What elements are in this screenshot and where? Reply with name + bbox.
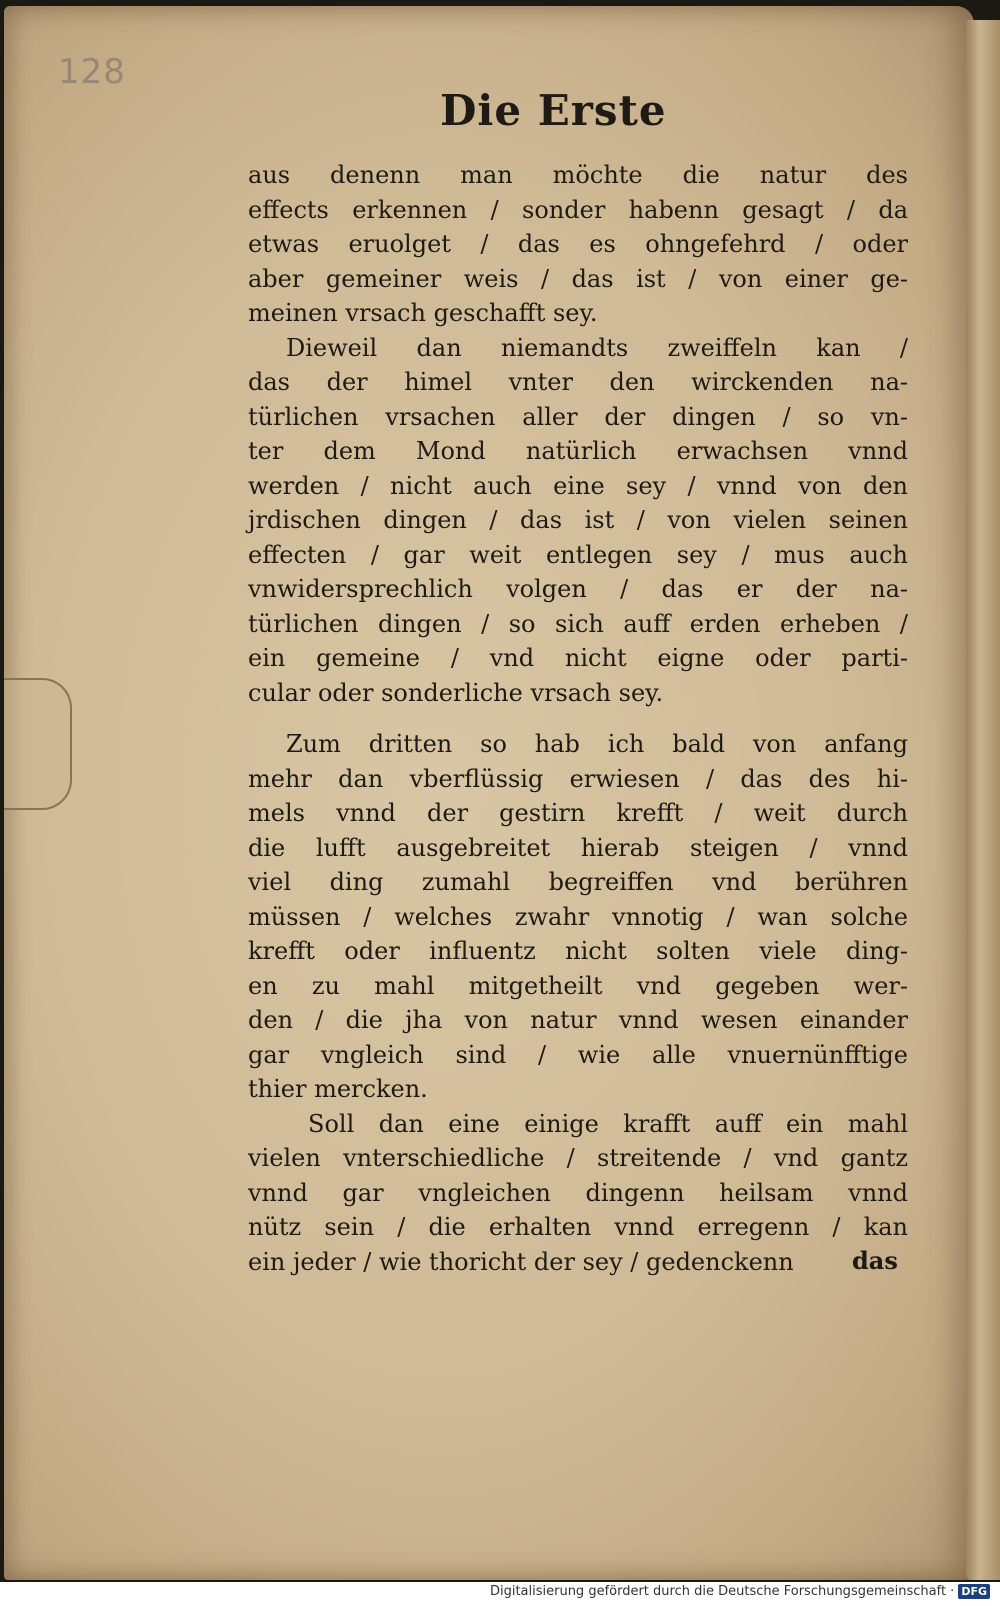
text-line: mels vnnd der gestirn krefft / weit durch bbox=[248, 799, 908, 827]
text-line: cular oder sonderliche vrsach sey. bbox=[248, 678, 664, 707]
text-line: ein jeder / wie thoricht der sey / gedenckenn bbox=[248, 1247, 794, 1276]
text-line: vnwidersprechlich volgen / das er der na- bbox=[248, 575, 908, 603]
text-line: aus denenn man möchte die natur des bbox=[248, 161, 908, 189]
credit-text: Digitalisierung gefördert durch die Deutsche Forschungsgemeinschaft · bbox=[489, 1584, 955, 1599]
page-heading: Die Erste bbox=[440, 86, 667, 135]
dfg-logo: DFG bbox=[958, 1584, 990, 1599]
text-line: viel ding zumahl begreiffen vnd berühren bbox=[248, 868, 908, 896]
text-line: ein gemeine / vnd nicht eigne oder parti- bbox=[248, 644, 908, 672]
text-line: ter dem Mond natürlich erwachsen vnnd bbox=[248, 437, 908, 465]
text-line: Zum dritten so hab ich bald von anfang bbox=[286, 730, 908, 758]
text-line: nütz sein / die erhalten vnnd erregenn / kan bbox=[248, 1213, 908, 1241]
text-line: Soll dan eine einige krafft auff ein mahl bbox=[308, 1109, 908, 1138]
text-line: türlichen dingen / so sich auff erden erheben / bbox=[248, 609, 908, 638]
text-line: jrdischen dingen / das ist / von vielen seinen bbox=[248, 506, 908, 534]
text-block-1 bbox=[248, 158, 908, 710]
text-line: türlichen vrsachen aller der dingen / so vn- bbox=[248, 402, 908, 431]
pencil-page-number: 128 bbox=[58, 52, 126, 92]
text-line: mehr dan vberflüssig erwiesen / das des hi- bbox=[248, 764, 908, 793]
page-tab-outline bbox=[4, 678, 72, 810]
text-line: die lufft ausgebreitet hierab steigen / vnnd bbox=[248, 833, 908, 862]
text-line: thier mercken. bbox=[248, 1075, 428, 1103]
text-line: krefft oder influentz nicht solten viele ding- bbox=[248, 937, 908, 965]
text-line: werden / nicht auch eine sey / vnnd von den bbox=[248, 471, 908, 500]
page-fold-edge bbox=[966, 20, 1000, 1580]
text-line: vnnd gar vngleichen dingenn heilsam vnnd bbox=[248, 1178, 908, 1207]
text-line: den / die jha von natur vnnd wesen einander bbox=[248, 1006, 908, 1034]
text-line: vielen vnterschiedliche / streitende / vnd gantz bbox=[248, 1144, 908, 1172]
text-line: effects erkennen / sonder habenn gesagt / da bbox=[248, 195, 908, 224]
catchword: das bbox=[852, 1246, 898, 1275]
text-line: etwas eruolget / das es ohngefehrd / oder bbox=[248, 230, 908, 258]
text-line: en zu mahl mitgetheilt vnd gegeben wer- bbox=[248, 971, 908, 1000]
text-line: aber gemeiner weis / das ist / von einer ge- bbox=[248, 264, 908, 293]
digitization-credit bbox=[490, 1584, 990, 1599]
text-line: Dieweil dan niemandts zweiffeln kan / bbox=[286, 333, 908, 362]
text-line: müssen / welches zwahr vnnotig / wan solche bbox=[248, 902, 908, 931]
text-line: gar vngleich sind / wie alle vnuernünfftige bbox=[248, 1040, 908, 1069]
text-line: das der himel vnter den wirckenden na- bbox=[248, 368, 908, 396]
text-line: meinen vrsach geschafft sey. bbox=[248, 299, 598, 327]
text-block-2 bbox=[248, 727, 908, 1279]
text-line: effecten / gar weit entlegen sey / mus auch bbox=[248, 540, 908, 569]
